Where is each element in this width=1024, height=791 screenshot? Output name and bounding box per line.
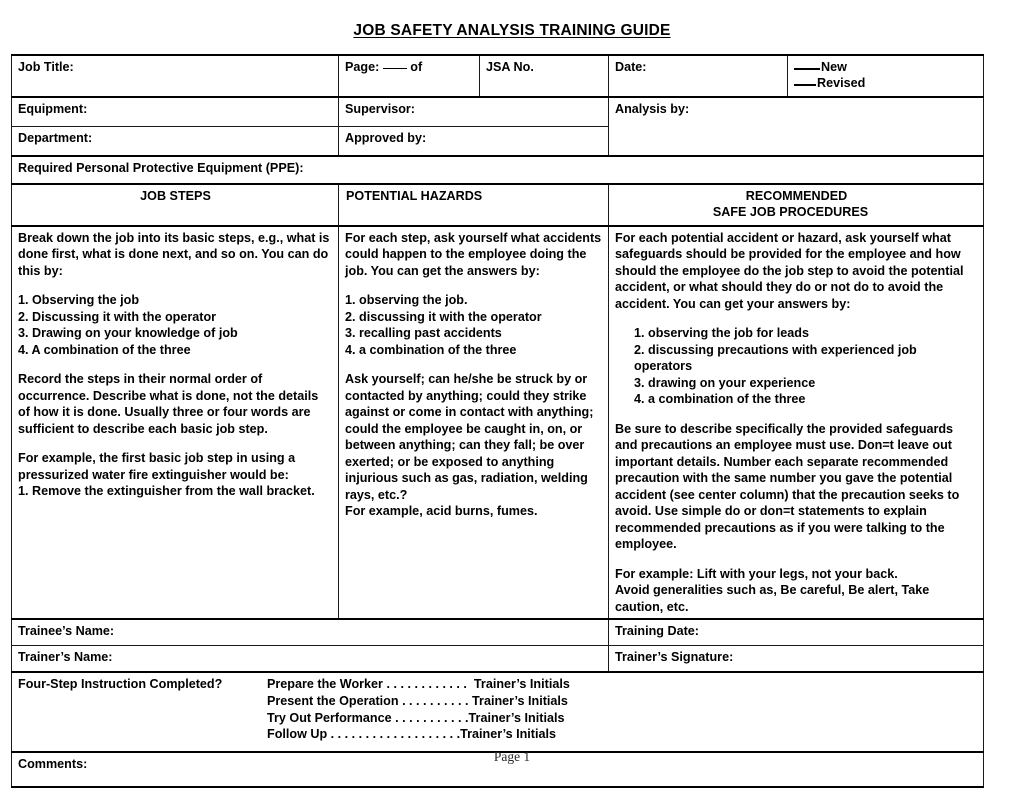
job-title-cell[interactable] (12, 55, 339, 97)
spacer (345, 358, 603, 371)
instructions-row (12, 226, 984, 619)
new-revised-cell[interactable] (788, 55, 984, 97)
trainee-row (12, 619, 984, 646)
four-step-label: Four-Step Instruction Completed? (18, 677, 223, 692)
spacer (615, 408, 978, 421)
list-item (615, 325, 978, 341)
job-steps-list (18, 292, 333, 358)
spacer (18, 279, 333, 292)
job-steps-body-cell (12, 226, 339, 619)
page-footer (0, 749, 1024, 765)
ppe-label: Required Personal Protective Equipment (PPE): (18, 161, 304, 175)
trainer-row (12, 646, 984, 673)
ppe-row (12, 156, 984, 184)
list-item-text: 4. a combination of the three (634, 392, 806, 407)
trainer-signature-cell[interactable] (609, 646, 984, 673)
trainee-name-label: Trainee’s Name: (18, 624, 115, 639)
four-step-item: Prepare the Worker . . . . . . . . . . . . Trainer’s Initials (267, 677, 570, 692)
header-row (12, 55, 984, 97)
spacer (615, 553, 978, 566)
spacer (345, 279, 603, 292)
list-item: 2. Discussing it with the operator (18, 309, 217, 324)
list-item: 3. recalling past accidents (345, 326, 502, 341)
list-item: 1. observing the job. (345, 293, 468, 308)
date-label: Date: (615, 60, 647, 74)
hazards-list (345, 292, 603, 358)
page-label-suffix: of (410, 60, 423, 74)
four-step-cell[interactable] (12, 672, 984, 752)
four-step-block (18, 676, 978, 743)
four-step-list (267, 676, 978, 743)
trainer-signature-label: Trainer’s Signature: (615, 650, 734, 665)
new-checkbox-blank[interactable] (794, 68, 820, 70)
recommended-para3-line2: Avoid generalities such as, Be careful, Be alert, Take caution, etc. (615, 583, 930, 614)
four-step-item: Try Out Performance . . . . . . . . . . .Trainer’s Initials (267, 710, 565, 725)
hazards-para2: Ask yourself; can he/she be struck by or contacted by anything; could they strike against or come in contact with anything; could the employee be caught in, on, or between anything; can they fall; be over exerted; or be exposed to anything injurious such as gas, radiation, welding rays, etc.? (345, 372, 594, 502)
training-date-label: Training Date: (615, 624, 699, 639)
recommended-intro: For each potential accident or hazard, ask yourself what safeguards should be provided for the employee and how should the employee do the job step to avoid the potential accident, or what should they do or not do to avoid the accident. You can get your answers by: (615, 231, 964, 311)
page-label-prefix: Page: (345, 60, 380, 74)
supervisor-label: Supervisor: (345, 102, 415, 116)
spacer (18, 358, 333, 371)
department-label: Department: (18, 131, 93, 145)
col-header-recommended (609, 184, 984, 226)
list-item-text: 1. observing the job for leads (634, 326, 809, 341)
revised-label: Revised (817, 76, 866, 91)
page-title-text: JOB SAFETY ANALYSIS TRAINING GUIDE (353, 22, 671, 39)
trainer-name-cell[interactable] (12, 646, 609, 673)
equipment-label: Equipment: (18, 102, 88, 116)
recommended-header-line1: RECOMMENDED (745, 189, 848, 203)
supervisor-cell[interactable] (339, 97, 609, 127)
four-step-item: Present the Operation . . . . . . . . . . Trainer’s Initials (267, 693, 568, 708)
list-item: 4. A combination of the three (18, 342, 191, 357)
list-item (615, 391, 978, 407)
analysis-by-label: Analysis by: (615, 102, 690, 116)
ppe-cell[interactable] (12, 156, 984, 184)
recommended-list (615, 325, 978, 407)
comments-label: Comments: (18, 757, 88, 772)
spacer (18, 437, 333, 450)
jsa-form-table (11, 54, 984, 788)
hazards-para3: For example, acid burns, fumes. (345, 504, 538, 519)
job-steps-para2: Record the steps in their normal order of occurrence. Describe what is done, not the details of how it is done. Usually three or four words are sufficient to describe each basic job step. (18, 372, 319, 436)
job-steps-intro: Break down the job into its basic steps, e.g., what is done first, what is done next, and so on. You can do this by: (18, 231, 330, 278)
job-steps-header-label: JOB STEPS (140, 189, 211, 203)
four-step-row (12, 672, 984, 752)
page-number-blank[interactable] (383, 68, 407, 69)
col-header-job-steps (12, 184, 339, 226)
job-steps-para3-item: 1. Remove the extinguisher from the wall bracket. (18, 484, 315, 499)
list-item: 1. Observing the job (18, 293, 140, 308)
list-item: 3. Drawing on your knowledge of job (18, 326, 238, 341)
page-footer-text: Page 1 (493, 749, 531, 764)
column-header-row (12, 184, 984, 226)
page-title (0, 22, 1024, 40)
recommended-header-line2: SAFE JOB PROCEDURES (712, 205, 869, 220)
hazards-intro: For each step, ask yourself what accidents could happen to the employee doing the job. You can get the answers by: (345, 231, 602, 278)
new-label: New (821, 60, 847, 74)
list-item-text: 2. discussing precautions with experienced job operators (634, 342, 917, 374)
list-item-text: 3. drawing on your experience (634, 375, 816, 390)
trainer-name-label: Trainer’s Name: (18, 650, 113, 665)
spacer (615, 312, 978, 325)
revised-checkbox-blank[interactable] (794, 84, 816, 86)
list-item: 4. a combination of the three (345, 342, 517, 357)
potential-hazards-body-cell (339, 226, 609, 619)
col-header-potential-hazards (339, 184, 609, 226)
four-step-item: Follow Up . . . . . . . . . . . . . . . . . . .Trainer’s Initials (267, 727, 557, 742)
trainee-name-cell[interactable] (12, 619, 609, 646)
approved-by-cell[interactable] (339, 127, 609, 157)
job-title-label: Job Title: (18, 60, 74, 74)
job-steps-para3: For example, the first basic job step in using a pressurized water fire extinguisher would be: (18, 451, 296, 482)
list-item (615, 375, 978, 391)
list-item: 2. discussing it with the operator (345, 309, 542, 324)
page-number-cell[interactable] (339, 55, 480, 97)
department-cell[interactable] (12, 127, 339, 157)
recommended-para3-line1: For example: Lift with your legs, not your back. (615, 566, 898, 581)
date-cell[interactable] (609, 55, 788, 97)
potential-hazards-header-label: POTENTIAL HAZARDS (346, 189, 483, 203)
recommended-body-cell (609, 226, 984, 619)
approved-by-label: Approved by: (345, 131, 427, 145)
recommended-para2: Be sure to describe specifically the provided safeguards and precautions an employee must use. Don=t leave out important details. Number each separate recommended precaution with the same number you gave the potential accident (see center column) that the precaution seeks to avoid. Use simple do or don=t statements to explain recommended precautions as if you were talking to the employee. (615, 421, 960, 552)
training-date-cell[interactable] (609, 619, 984, 646)
equipment-cell[interactable] (12, 97, 339, 127)
jsa-no-cell[interactable] (480, 55, 609, 97)
jsa-no-label: JSA No. (486, 60, 534, 74)
analysis-by-cell[interactable] (609, 97, 984, 156)
equipment-row (12, 97, 984, 127)
list-item (615, 342, 978, 375)
